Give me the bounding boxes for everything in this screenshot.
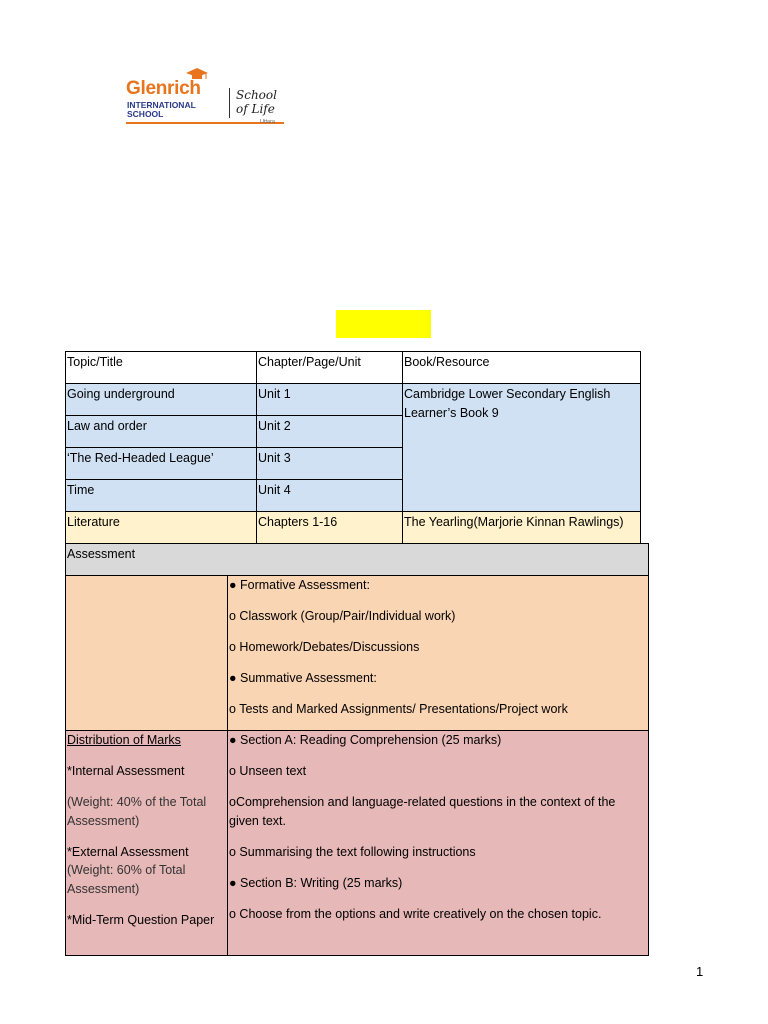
internal-weight: (Weight: 40% of the Total Assessment) [67,795,207,828]
logo-tagline [236,88,277,116]
list-item: o Summarising the text following instructions [229,845,476,859]
list-item: o Choose from the options and write creatively on the chosen topic. [229,907,602,921]
row-unit: Unit 4 [256,479,403,512]
header-topic: Topic/Title [65,351,257,384]
external-assessment: *External Assessment [67,845,189,859]
literature-chapters: Chapters 1-16 [256,511,403,544]
literature-book: The Yearling(Marjorie Kinnan Rawlings) [402,511,641,544]
logo-tagline-line1: School [236,88,277,102]
list-item: ● Summative Assessment: [229,671,377,685]
assessment-label-cell [65,575,228,731]
logo-campus: Uttara [260,119,275,125]
list-item: oComprehension and language-related questions in the context of the given text. [229,795,616,828]
row-topic: Going underground [65,383,257,416]
internal-assessment: *Internal Assessment [67,764,185,778]
row-unit: Unit 1 [256,383,403,416]
logo-brand: Glenrich [126,78,201,99]
distribution-title: Distribution of Marks [67,733,181,747]
list-item: o Homework/Debates/Discussions [229,640,420,654]
logo-tagline-line2: of Life [236,102,275,116]
assessment-items [227,575,649,731]
list-item: o Unseen text [229,764,307,778]
logo-subtitle-line2: SCHOOL [127,109,164,119]
external-weight: (Weight: 60% of Total Assessment) [67,863,186,896]
row-unit: Unit 2 [256,415,403,448]
logo-subtitle-line1: INTERNATIONAL [127,100,196,110]
distribution-items [227,730,649,956]
distribution-label-cell [65,730,228,956]
list-item: ● Section B: Writing (25 marks) [229,876,403,890]
list-item: ● Formative Assessment: [229,578,370,592]
row-topic: Law and order [65,415,257,448]
list-item: o Classwork (Group/Pair/Individual work) [229,609,456,623]
row-topic: ‘The Red-Headed League’ [65,447,257,480]
highlight-box [336,310,431,338]
list-item: ● Section A: Reading Comprehension (25 marks) [229,733,502,747]
school-logo [126,66,296,128]
list-item: o Tests and Marked Assignments/ Presentations/Project work [229,702,568,716]
row-topic: Time [65,479,257,512]
header-book: Book/Resource [402,351,641,384]
logo-subtitle [127,101,196,119]
midterm-paper: *Mid-Term Question Paper [67,913,215,927]
page-number: 1 [696,964,704,979]
assessment-header: Assessment [65,543,649,576]
row-unit: Unit 3 [256,447,403,480]
literature-topic: Literature [65,511,257,544]
logo-divider [229,88,230,118]
header-chapter: Chapter/Page/Unit [256,351,403,384]
book-resource: Cambridge Lower Secondary English Learner’s Book 9 [402,383,641,512]
